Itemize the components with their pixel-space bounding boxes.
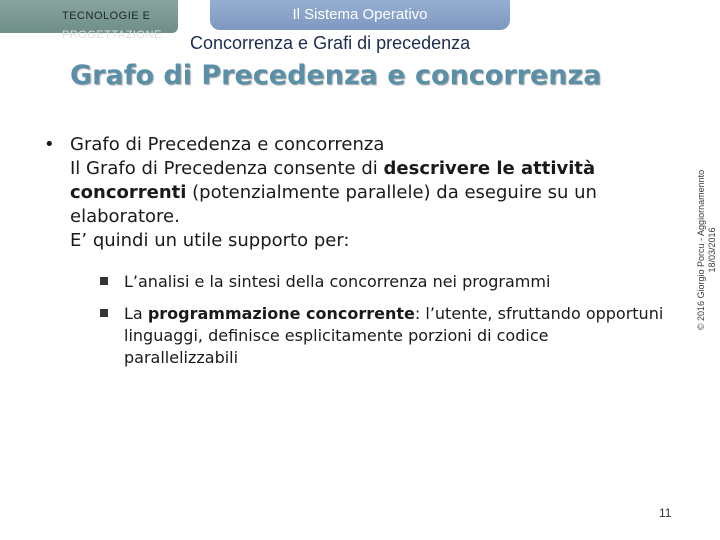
- bullet-dot-icon: •: [44, 134, 55, 155]
- paragraph-text-c: (potenzialmente parallele) da eseguire su un elaboratore.: [70, 182, 597, 227]
- slide-body: [44, 133, 664, 379]
- square-bullet-icon: [100, 309, 108, 317]
- sub-bullet-rest: : l’utente, sfruttando opportuni linguaggi, definisce esplicitamente porzioni di codice parallelizzabili: [124, 304, 664, 367]
- section-tab-label: Il Sistema Operativo: [292, 6, 428, 23]
- bullet-paragraph-1: [70, 157, 664, 229]
- bullet-paragraph-2: E’ quindi un utile supporto per:: [70, 230, 350, 251]
- paragraph-text-bold: descrivere le attività concorrenti: [70, 158, 596, 203]
- slide-subtitle: Concorrenza e Grafi di precedenza: [190, 33, 471, 53]
- sub-bullet-list: [44, 271, 664, 369]
- course-name-line2: PROGETTAZIONE: [62, 29, 162, 41]
- copyright-line1: © 2016 Giorgio Porcu - Aggiornamennto: [696, 169, 706, 331]
- sub-bullet-text: L’analisi e la sintesi della concorrenza nei programmi: [124, 272, 551, 291]
- main-bullet: [44, 133, 664, 253]
- sub-bullet-bold: programmazione concorrente: [147, 304, 415, 323]
- page-number: 11: [659, 506, 672, 520]
- bullet-heading: Grafo di Precedenza e concorrenza: [70, 134, 385, 155]
- copyright-note: [696, 120, 718, 380]
- section-tab: [210, 0, 510, 30]
- sub-bullet-item: [100, 271, 664, 293]
- paragraph-text-a: Il Grafo di Precedenza consente di: [70, 158, 384, 179]
- slide-title: Grafo di Precedenza e concorrenza: [70, 60, 602, 91]
- copyright-line2: 18/03/2016: [707, 227, 717, 273]
- course-name-line1: TECNOLOGIE E: [62, 10, 151, 22]
- square-bullet-icon: [100, 277, 108, 285]
- sub-bullet-item: [100, 303, 664, 369]
- sub-bullet-prefix: La: [124, 304, 148, 323]
